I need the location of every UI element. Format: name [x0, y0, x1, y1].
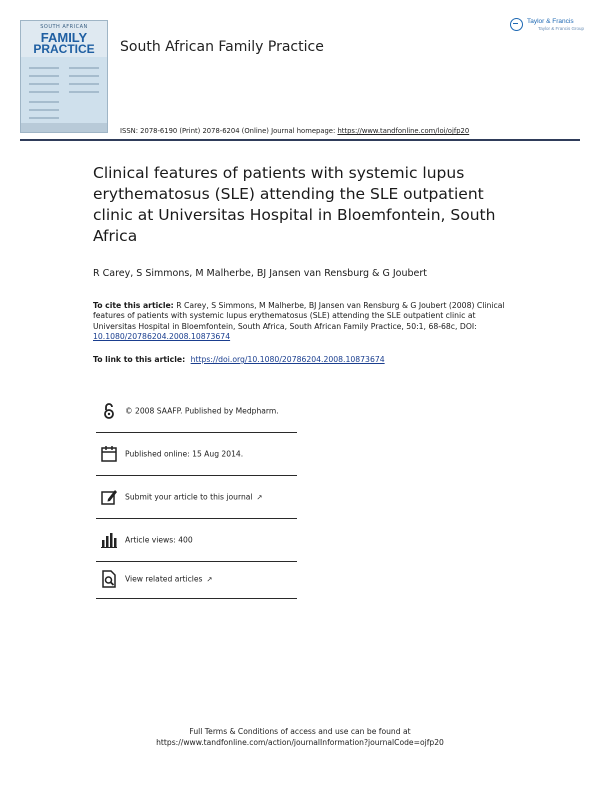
- cover-masthead-line2: PRACTICE: [33, 42, 95, 56]
- journal-title: South African Family Practice: [120, 39, 324, 55]
- external-link-icon: ↗: [256, 493, 263, 502]
- related-articles-link[interactable]: View related articles: [125, 574, 203, 584]
- submit-article-link[interactable]: Submit your article to this journal: [125, 492, 253, 502]
- journal-homepage-link[interactable]: https://www.tandfonline.com/loi/ojfp20: [337, 127, 470, 135]
- article-link-label: To link to this article:: [93, 355, 186, 364]
- external-link-icon: ↗: [206, 575, 213, 584]
- article-authors: R Carey, S Simmons, M Malherbe, BJ Jansen van Rensburg & G Joubert: [93, 268, 427, 279]
- article-doi-link[interactable]: https://doi.org/10.1080/20786204.2008.10873674: [190, 355, 385, 364]
- document-search-icon: [100, 570, 118, 588]
- footer-line1: Full Terms & Conditions of access and use can be found at: [189, 727, 411, 736]
- cover-masthead-line1: FAMILY: [40, 30, 88, 45]
- article-link-row: [93, 355, 385, 364]
- article-views-row: [96, 519, 297, 562]
- taylor-francis-logo-icon: [510, 18, 523, 31]
- open-access-row: [96, 390, 297, 433]
- open-access-icon: [100, 402, 118, 420]
- citation-text: R Carey, S Simmons, M Malherbe, BJ Jansen van Rensburg & G Joubert (2008) Clinical features of patients with systemic lupus erythematosus (SLE) attending the SLE outpatient clinic at Universitas Hospital in Bloemfontein, South Africa, South African Family Practice, 50:1, 68-68c, DOI:: [93, 301, 505, 331]
- footer-terms-link[interactable]: https://www.tandfonline.com/action/journalInformation?journalCode=ojfp20: [156, 738, 444, 747]
- publisher-logo-name: Taylor & Francis: [527, 18, 574, 25]
- publisher-logo-sub: Taylor & Francis Group: [538, 26, 585, 31]
- citation-doi-link[interactable]: 10.1080/20786204.2008.10873674: [93, 332, 231, 342]
- submit-article-row[interactable]: [96, 476, 297, 519]
- footer-terms: [0, 726, 600, 748]
- citation-block: [93, 301, 513, 343]
- article-title: Clinical features of patients with systemic lupus erythematosus (SLE) attending the SLE outpatient clinic at Universitas Hospital in Bloemfontein, South Africa: [93, 164, 496, 245]
- issn-line: [120, 127, 469, 135]
- journal-cover-image: [20, 20, 108, 133]
- copyright-text: © 2008 SAAFP. Published by Medpharm.: [125, 406, 279, 416]
- published-online-text: Published online: 15 Aug 2014.: [125, 449, 244, 459]
- calendar-icon: [100, 445, 118, 463]
- cover-masthead-small: SOUTH AFRICAN: [40, 24, 88, 30]
- issn-text: ISSN: 2078-6190 (Print) 2078-6204 (Online) Journal homepage:: [120, 127, 336, 135]
- header-divider: [20, 139, 580, 141]
- bar-chart-icon: [100, 531, 118, 549]
- article-views-text: Article views: 400: [125, 535, 193, 545]
- published-row: [96, 433, 297, 476]
- publisher-logo[interactable]: [510, 16, 585, 38]
- edit-icon: [100, 488, 118, 506]
- related-articles-row[interactable]: [96, 560, 297, 599]
- citation-label: To cite this article:: [93, 301, 174, 310]
